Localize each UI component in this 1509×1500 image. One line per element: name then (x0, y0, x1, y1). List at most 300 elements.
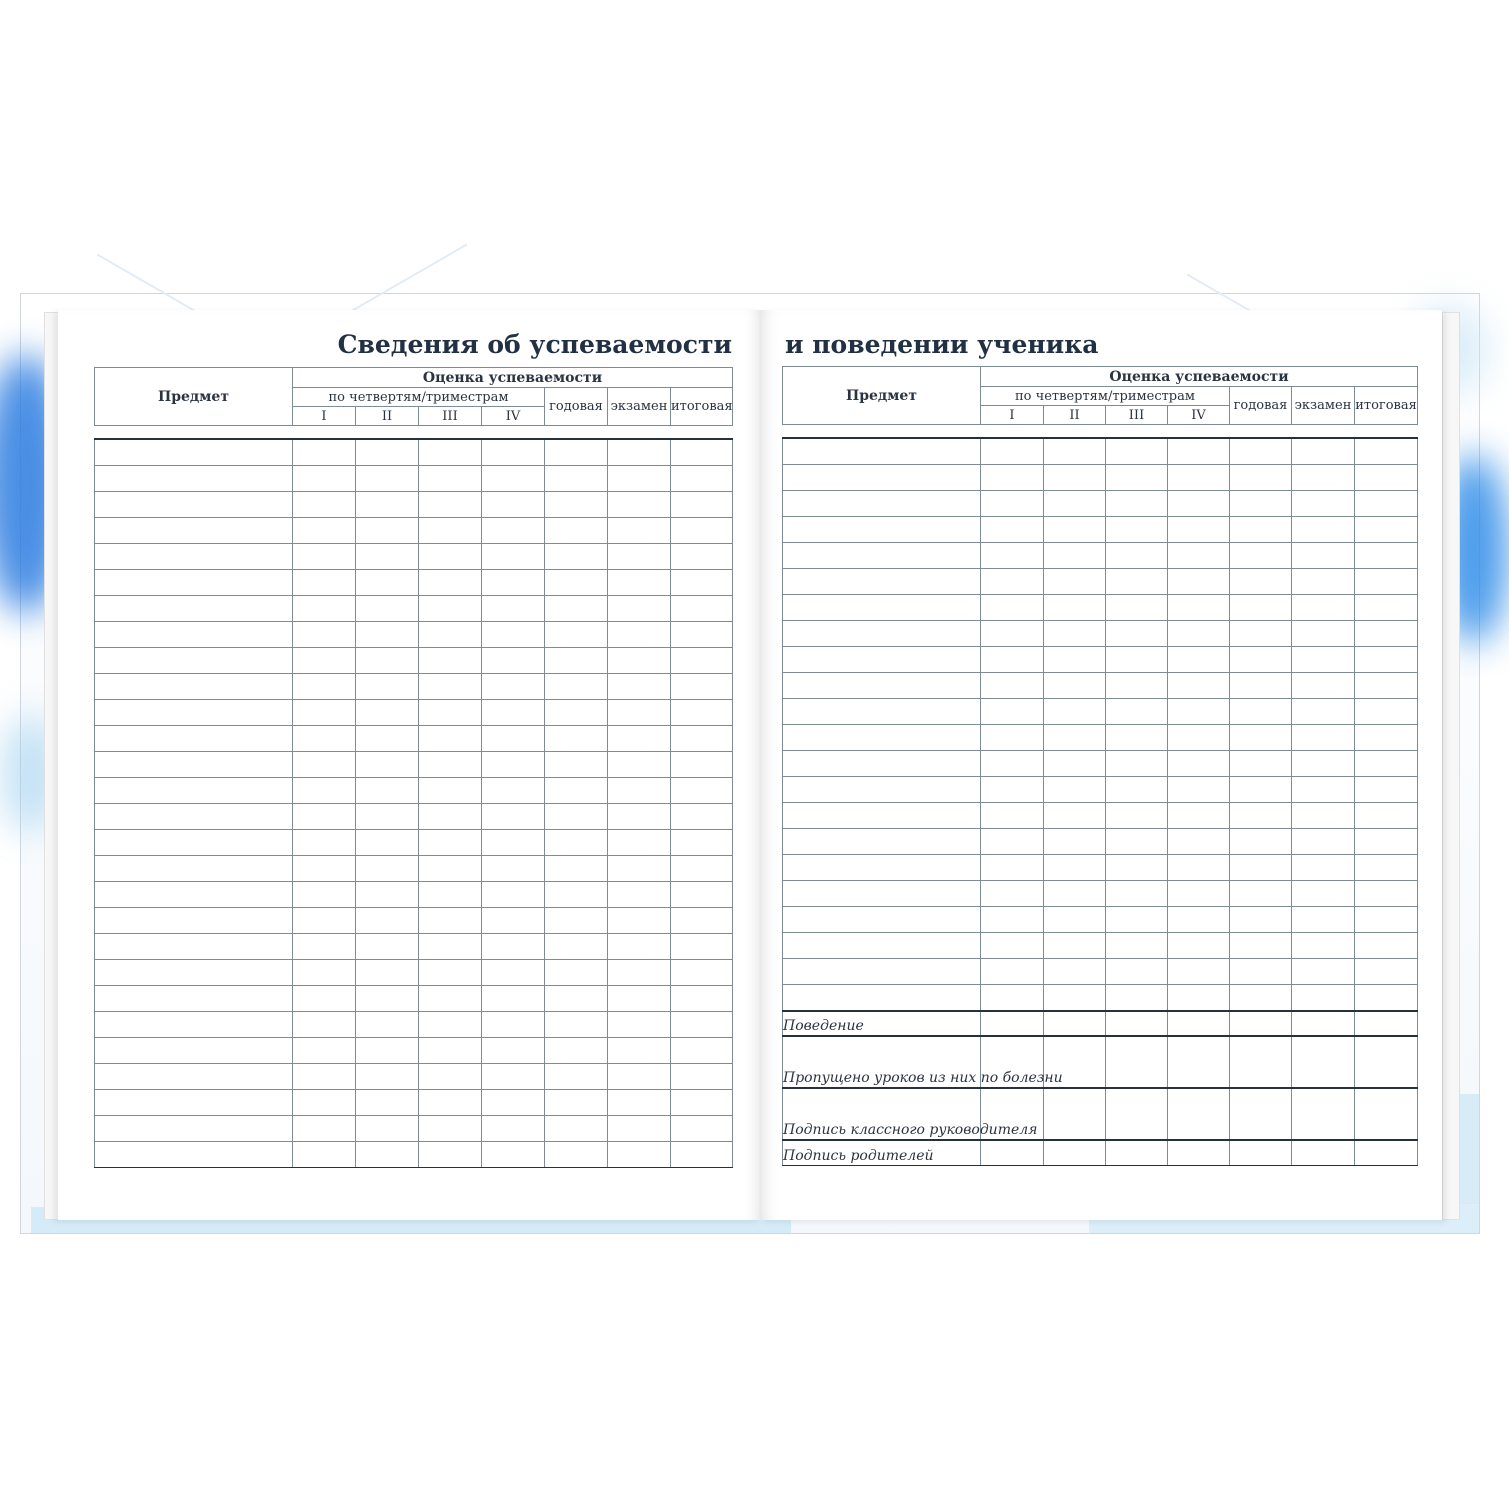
grade-cell[interactable] (1106, 699, 1168, 725)
grade-cell[interactable] (1292, 855, 1355, 881)
grade-cell[interactable] (671, 439, 733, 466)
grade-cell[interactable] (545, 986, 608, 1012)
grade-cell[interactable] (1292, 595, 1355, 621)
grade-cell[interactable] (608, 1116, 671, 1142)
grade-cell[interactable] (671, 726, 733, 752)
grade-cell[interactable] (1106, 829, 1168, 855)
grade-cell[interactable] (482, 596, 545, 622)
grade-cell[interactable] (1230, 803, 1292, 829)
footer-cell[interactable] (1106, 1036, 1168, 1088)
grade-cell[interactable] (545, 570, 608, 596)
grade-cell[interactable] (671, 596, 733, 622)
grade-cell[interactable] (356, 466, 419, 492)
grade-cell[interactable] (356, 856, 419, 882)
grade-cell[interactable] (545, 934, 608, 960)
footer-cell[interactable] (1355, 1088, 1418, 1140)
grade-cell[interactable] (356, 752, 419, 778)
grade-cell[interactable] (1168, 933, 1230, 959)
grade-cell[interactable] (671, 778, 733, 804)
grade-cell[interactable] (419, 700, 482, 726)
grade-cell[interactable] (293, 1090, 356, 1116)
grade-cell[interactable] (1355, 569, 1418, 595)
grade-cell[interactable] (1044, 699, 1106, 725)
grade-cell[interactable] (1168, 699, 1230, 725)
grade-cell[interactable] (1355, 491, 1418, 517)
grade-cell[interactable] (1106, 465, 1168, 491)
grade-cell[interactable] (1355, 517, 1418, 543)
subject-cell[interactable] (95, 466, 293, 492)
grade-cell[interactable] (419, 1142, 482, 1168)
grade-cell[interactable] (545, 1064, 608, 1090)
grade-cell[interactable] (1044, 777, 1106, 803)
grade-cell[interactable] (293, 752, 356, 778)
footer-cell[interactable] (1230, 1036, 1292, 1088)
grade-cell[interactable] (1292, 491, 1355, 517)
grade-cell[interactable] (1230, 491, 1292, 517)
grade-cell[interactable] (293, 804, 356, 830)
grade-cell[interactable] (293, 960, 356, 986)
grade-cell[interactable] (981, 543, 1044, 569)
grade-cell[interactable] (981, 699, 1044, 725)
grade-cell[interactable] (545, 830, 608, 856)
grade-cell[interactable] (545, 1142, 608, 1168)
grade-cell[interactable] (356, 1064, 419, 1090)
grade-cell[interactable] (1106, 777, 1168, 803)
grade-cell[interactable] (356, 622, 419, 648)
grade-cell[interactable] (1292, 985, 1355, 1012)
grade-cell[interactable] (419, 804, 482, 830)
grade-cell[interactable] (1355, 829, 1418, 855)
grade-cell[interactable] (356, 830, 419, 856)
grade-cell[interactable] (1230, 907, 1292, 933)
grade-cell[interactable] (293, 596, 356, 622)
grade-cell[interactable] (482, 934, 545, 960)
subject-cell[interactable] (95, 492, 293, 518)
grade-cell[interactable] (545, 1012, 608, 1038)
grade-cell[interactable] (419, 726, 482, 752)
grade-cell[interactable] (419, 674, 482, 700)
grade-cell[interactable] (1292, 725, 1355, 751)
grade-cell[interactable] (419, 1064, 482, 1090)
subject-cell[interactable] (95, 778, 293, 804)
grade-cell[interactable] (1168, 595, 1230, 621)
grade-cell[interactable] (293, 830, 356, 856)
grade-cell[interactable] (608, 466, 671, 492)
grade-cell[interactable] (1230, 725, 1292, 751)
grade-cell[interactable] (1230, 569, 1292, 595)
grade-cell[interactable] (419, 830, 482, 856)
footer-cell[interactable] (1230, 1088, 1292, 1140)
subject-cell[interactable] (95, 570, 293, 596)
grade-cell[interactable] (482, 674, 545, 700)
grade-cell[interactable] (419, 986, 482, 1012)
footer-cell[interactable] (1168, 1036, 1230, 1088)
grade-cell[interactable] (293, 439, 356, 466)
grade-cell[interactable] (419, 778, 482, 804)
grade-cell[interactable] (1230, 673, 1292, 699)
footer-cell[interactable] (1292, 1140, 1355, 1165)
subject-cell[interactable] (783, 491, 981, 517)
grade-cell[interactable] (1355, 438, 1418, 465)
subject-cell[interactable] (95, 1012, 293, 1038)
grade-cell[interactable] (1230, 543, 1292, 569)
subject-cell[interactable] (95, 856, 293, 882)
grade-cell[interactable] (293, 622, 356, 648)
grade-cell[interactable] (545, 700, 608, 726)
grade-cell[interactable] (608, 648, 671, 674)
grade-cell[interactable] (482, 570, 545, 596)
grade-cell[interactable] (671, 856, 733, 882)
grade-cell[interactable] (1106, 491, 1168, 517)
grade-cell[interactable] (419, 466, 482, 492)
grade-cell[interactable] (1292, 621, 1355, 647)
grade-cell[interactable] (1106, 985, 1168, 1012)
subject-cell[interactable] (783, 725, 981, 751)
grade-cell[interactable] (419, 570, 482, 596)
grade-cell[interactable] (1168, 751, 1230, 777)
grade-cell[interactable] (1292, 517, 1355, 543)
subject-cell[interactable] (95, 1064, 293, 1090)
grade-cell[interactable] (608, 804, 671, 830)
grade-cell[interactable] (545, 856, 608, 882)
grade-cell[interactable] (1044, 829, 1106, 855)
grade-cell[interactable] (1106, 569, 1168, 595)
grade-cell[interactable] (671, 986, 733, 1012)
grade-cell[interactable] (545, 960, 608, 986)
grade-cell[interactable] (1168, 647, 1230, 673)
grade-cell[interactable] (1230, 699, 1292, 725)
grade-cell[interactable] (671, 960, 733, 986)
grade-cell[interactable] (293, 986, 356, 1012)
grade-cell[interactable] (482, 518, 545, 544)
grade-cell[interactable] (1230, 881, 1292, 907)
footer-cell[interactable] (1044, 1011, 1106, 1036)
footer-cell[interactable] (1106, 1011, 1168, 1036)
grade-cell[interactable] (1292, 881, 1355, 907)
grade-cell[interactable] (671, 830, 733, 856)
subject-cell[interactable] (783, 438, 981, 465)
subject-cell[interactable] (783, 543, 981, 569)
grade-cell[interactable] (1106, 673, 1168, 699)
grade-cell[interactable] (545, 908, 608, 934)
footer-cell[interactable] (981, 1011, 1044, 1036)
footer-cell[interactable] (1044, 1088, 1106, 1140)
grade-cell[interactable] (1292, 438, 1355, 465)
grade-cell[interactable] (671, 752, 733, 778)
grade-cell[interactable] (545, 674, 608, 700)
grade-cell[interactable] (1292, 647, 1355, 673)
grade-cell[interactable] (356, 1116, 419, 1142)
grade-cell[interactable] (1106, 517, 1168, 543)
grade-cell[interactable] (1168, 777, 1230, 803)
grade-cell[interactable] (1106, 855, 1168, 881)
subject-cell[interactable] (783, 517, 981, 543)
grade-cell[interactable] (671, 1012, 733, 1038)
grade-cell[interactable] (671, 908, 733, 934)
grade-cell[interactable] (545, 804, 608, 830)
grade-cell[interactable] (293, 856, 356, 882)
grade-cell[interactable] (419, 1116, 482, 1142)
grade-cell[interactable] (608, 986, 671, 1012)
grade-cell[interactable] (356, 1090, 419, 1116)
grade-cell[interactable] (1168, 569, 1230, 595)
grade-cell[interactable] (981, 438, 1044, 465)
footer-cell[interactable] (1106, 1140, 1168, 1165)
grade-cell[interactable] (1355, 881, 1418, 907)
grade-cell[interactable] (356, 726, 419, 752)
grade-cell[interactable] (1355, 985, 1418, 1012)
subject-cell[interactable] (95, 596, 293, 622)
grade-cell[interactable] (419, 934, 482, 960)
grade-cell[interactable] (1292, 959, 1355, 985)
grade-cell[interactable] (545, 1116, 608, 1142)
grade-cell[interactable] (293, 1142, 356, 1168)
grade-cell[interactable] (545, 544, 608, 570)
subject-cell[interactable] (95, 1090, 293, 1116)
subject-cell[interactable] (783, 829, 981, 855)
grade-cell[interactable] (1106, 803, 1168, 829)
grade-cell[interactable] (293, 726, 356, 752)
grade-cell[interactable] (608, 1064, 671, 1090)
grade-cell[interactable] (608, 544, 671, 570)
grade-cell[interactable] (1292, 699, 1355, 725)
grade-cell[interactable] (1168, 803, 1230, 829)
grade-cell[interactable] (419, 648, 482, 674)
grade-cell[interactable] (1355, 855, 1418, 881)
grade-cell[interactable] (1044, 673, 1106, 699)
grade-cell[interactable] (671, 544, 733, 570)
grade-cell[interactable] (482, 804, 545, 830)
grade-cell[interactable] (1230, 647, 1292, 673)
grade-cell[interactable] (1292, 829, 1355, 855)
grade-cell[interactable] (671, 674, 733, 700)
grade-cell[interactable] (1355, 595, 1418, 621)
grade-cell[interactable] (1044, 543, 1106, 569)
grade-cell[interactable] (1168, 907, 1230, 933)
grade-cell[interactable] (482, 439, 545, 466)
grade-cell[interactable] (482, 908, 545, 934)
grade-cell[interactable] (482, 752, 545, 778)
grade-cell[interactable] (1044, 465, 1106, 491)
grade-cell[interactable] (482, 1090, 545, 1116)
footer-cell[interactable] (1355, 1140, 1418, 1165)
grade-cell[interactable] (1044, 438, 1106, 465)
subject-cell[interactable] (95, 908, 293, 934)
grade-cell[interactable] (482, 778, 545, 804)
grade-cell[interactable] (1292, 465, 1355, 491)
grade-cell[interactable] (482, 726, 545, 752)
grade-cell[interactable] (1230, 959, 1292, 985)
footer-cell[interactable] (1106, 1088, 1168, 1140)
grade-cell[interactable] (356, 648, 419, 674)
grade-cell[interactable] (293, 544, 356, 570)
subject-cell[interactable] (783, 647, 981, 673)
grade-cell[interactable] (293, 570, 356, 596)
footer-cell[interactable] (1355, 1011, 1418, 1036)
grade-cell[interactable] (671, 570, 733, 596)
grade-cell[interactable] (419, 1090, 482, 1116)
grade-cell[interactable] (671, 492, 733, 518)
subject-cell[interactable] (783, 907, 981, 933)
grade-cell[interactable] (671, 882, 733, 908)
grade-cell[interactable] (293, 778, 356, 804)
grade-cell[interactable] (608, 934, 671, 960)
grade-cell[interactable] (1106, 438, 1168, 465)
subject-cell[interactable] (95, 1142, 293, 1168)
grade-cell[interactable] (981, 881, 1044, 907)
grade-cell[interactable] (482, 986, 545, 1012)
grade-cell[interactable] (608, 570, 671, 596)
grade-cell[interactable] (419, 544, 482, 570)
grade-cell[interactable] (545, 882, 608, 908)
subject-cell[interactable] (95, 700, 293, 726)
grade-cell[interactable] (1292, 569, 1355, 595)
grade-cell[interactable] (419, 622, 482, 648)
grade-cell[interactable] (356, 439, 419, 466)
grade-cell[interactable] (545, 466, 608, 492)
grade-cell[interactable] (1230, 465, 1292, 491)
grade-cell[interactable] (608, 856, 671, 882)
grade-cell[interactable] (1168, 855, 1230, 881)
grade-cell[interactable] (482, 882, 545, 908)
footer-cell[interactable] (1168, 1140, 1230, 1165)
grade-cell[interactable] (1044, 985, 1106, 1012)
grade-cell[interactable] (671, 1038, 733, 1064)
subject-cell[interactable] (783, 569, 981, 595)
grade-cell[interactable] (1230, 985, 1292, 1012)
subject-cell[interactable] (783, 751, 981, 777)
subject-cell[interactable] (783, 777, 981, 803)
grade-cell[interactable] (482, 1142, 545, 1168)
grade-cell[interactable] (671, 700, 733, 726)
grade-cell[interactable] (608, 778, 671, 804)
grade-cell[interactable] (419, 960, 482, 986)
grade-cell[interactable] (419, 908, 482, 934)
subject-cell[interactable] (95, 518, 293, 544)
grade-cell[interactable] (482, 544, 545, 570)
grade-cell[interactable] (981, 959, 1044, 985)
subject-cell[interactable] (783, 803, 981, 829)
subject-cell[interactable] (95, 960, 293, 986)
grade-cell[interactable] (482, 466, 545, 492)
grade-cell[interactable] (981, 647, 1044, 673)
grade-cell[interactable] (419, 752, 482, 778)
subject-cell[interactable] (95, 648, 293, 674)
grade-cell[interactable] (419, 1038, 482, 1064)
grade-cell[interactable] (1168, 543, 1230, 569)
grade-cell[interactable] (981, 829, 1044, 855)
subject-cell[interactable] (95, 674, 293, 700)
grade-cell[interactable] (545, 752, 608, 778)
grade-cell[interactable] (1168, 517, 1230, 543)
grade-cell[interactable] (356, 882, 419, 908)
grade-cell[interactable] (1168, 725, 1230, 751)
grade-cell[interactable] (1230, 855, 1292, 881)
grade-cell[interactable] (1044, 881, 1106, 907)
grade-cell[interactable] (1106, 959, 1168, 985)
grade-cell[interactable] (981, 907, 1044, 933)
grade-cell[interactable] (608, 596, 671, 622)
grade-cell[interactable] (608, 882, 671, 908)
grade-cell[interactable] (1168, 621, 1230, 647)
grade-cell[interactable] (671, 804, 733, 830)
grade-cell[interactable] (1106, 647, 1168, 673)
grade-cell[interactable] (608, 518, 671, 544)
grade-cell[interactable] (1230, 517, 1292, 543)
grade-cell[interactable] (293, 1116, 356, 1142)
grade-cell[interactable] (1106, 595, 1168, 621)
grade-cell[interactable] (981, 517, 1044, 543)
grade-cell[interactable] (293, 1064, 356, 1090)
grade-cell[interactable] (482, 622, 545, 648)
subject-cell[interactable] (95, 882, 293, 908)
footer-cell[interactable] (1292, 1036, 1355, 1088)
grade-cell[interactable] (671, 518, 733, 544)
grade-cell[interactable] (482, 1038, 545, 1064)
grade-cell[interactable] (293, 908, 356, 934)
grade-cell[interactable] (356, 778, 419, 804)
subject-cell[interactable] (783, 985, 981, 1012)
grade-cell[interactable] (1355, 725, 1418, 751)
grade-cell[interactable] (1044, 959, 1106, 985)
footer-cell[interactable] (1044, 1140, 1106, 1165)
grade-cell[interactable] (608, 1012, 671, 1038)
grade-cell[interactable] (1230, 751, 1292, 777)
grade-cell[interactable] (981, 933, 1044, 959)
grade-cell[interactable] (1230, 595, 1292, 621)
subject-cell[interactable] (783, 855, 981, 881)
grade-cell[interactable] (608, 960, 671, 986)
grade-cell[interactable] (1044, 491, 1106, 517)
grade-cell[interactable] (608, 752, 671, 778)
grade-cell[interactable] (1230, 933, 1292, 959)
grade-cell[interactable] (356, 804, 419, 830)
grade-cell[interactable] (1230, 621, 1292, 647)
grade-cell[interactable] (419, 439, 482, 466)
grade-cell[interactable] (482, 830, 545, 856)
footer-cell[interactable] (1230, 1011, 1292, 1036)
grade-cell[interactable] (545, 492, 608, 518)
grade-cell[interactable] (608, 726, 671, 752)
grade-cell[interactable] (1168, 829, 1230, 855)
grade-cell[interactable] (1230, 829, 1292, 855)
grade-cell[interactable] (482, 1116, 545, 1142)
grade-cell[interactable] (1106, 751, 1168, 777)
grade-cell[interactable] (1355, 621, 1418, 647)
subject-cell[interactable] (783, 933, 981, 959)
grade-cell[interactable] (981, 673, 1044, 699)
subject-cell[interactable] (783, 621, 981, 647)
grade-cell[interactable] (1230, 438, 1292, 465)
grade-cell[interactable] (981, 569, 1044, 595)
grade-cell[interactable] (482, 700, 545, 726)
grade-cell[interactable] (545, 518, 608, 544)
grade-cell[interactable] (1044, 803, 1106, 829)
footer-cell[interactable] (1230, 1140, 1292, 1165)
grade-cell[interactable] (1106, 725, 1168, 751)
grade-cell[interactable] (1044, 855, 1106, 881)
grade-cell[interactable] (1044, 907, 1106, 933)
grade-cell[interactable] (419, 518, 482, 544)
grade-cell[interactable] (981, 465, 1044, 491)
footer-cell[interactable] (1292, 1088, 1355, 1140)
subject-cell[interactable] (783, 595, 981, 621)
grade-cell[interactable] (1355, 465, 1418, 491)
footer-cell[interactable] (981, 1140, 1044, 1165)
grade-cell[interactable] (1355, 751, 1418, 777)
grade-cell[interactable] (1044, 569, 1106, 595)
grade-cell[interactable] (608, 830, 671, 856)
